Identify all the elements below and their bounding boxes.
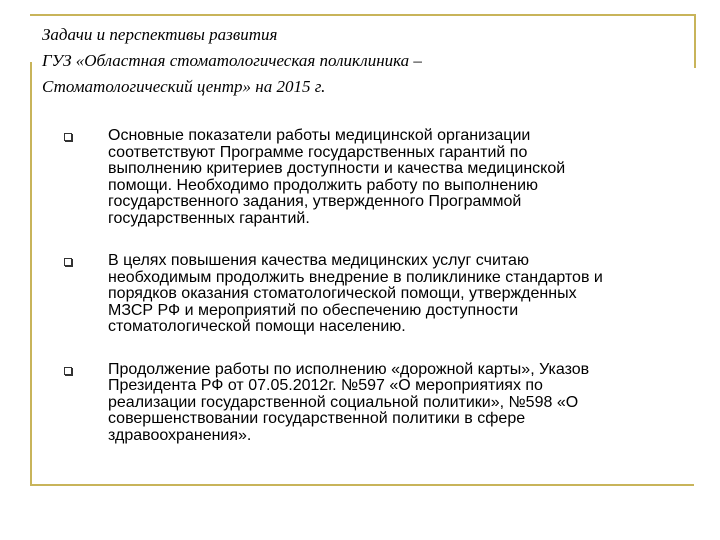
bullet-line: здравоохранения». xyxy=(108,426,252,444)
frame-bottom-line xyxy=(30,484,694,486)
bullet-line: стоматологической помощи населению. xyxy=(108,318,406,335)
bullet-line: реализации государственной социальной политики», №598 «О xyxy=(108,393,579,411)
bullet-line: порядков оказания стоматологической помощи, утвержденных xyxy=(108,285,577,302)
bullet-line: соответствуют Программе государственных гарантий по xyxy=(108,143,528,161)
checkbox-bullet-icon xyxy=(64,258,72,266)
bullet-line: Основные показатели работы медицинской организации xyxy=(108,127,531,144)
bullet-line: необходимым продолжить внедрение в поликлинике стандартов и xyxy=(108,268,603,286)
bullet-item-standards xyxy=(64,128,684,227)
frame-top-line xyxy=(30,14,696,16)
bullet-line: государственных гарантий. xyxy=(108,209,310,227)
title-line: Стоматологический центр» на 2015 г. xyxy=(42,77,326,96)
checkbox-bullet-icon xyxy=(64,133,72,141)
bullet-text xyxy=(108,128,684,227)
bullet-list xyxy=(64,128,684,470)
bullet-item-quality xyxy=(64,253,684,336)
frame-left-line xyxy=(30,62,32,486)
bullet-text xyxy=(108,253,684,336)
title-line: Задачи и перспективы развития xyxy=(42,25,278,44)
bullet-text xyxy=(108,362,684,445)
bullet-line: Продолжение работы по исполнению «дорожной карты», Указов xyxy=(108,360,590,378)
bullet-line: МЗСР РФ и мероприятий по обеспечению доступности xyxy=(108,301,519,319)
slide-title xyxy=(42,22,662,100)
bullet-line: выполнению критериев доступности и качества медицинской xyxy=(108,160,566,177)
checkbox-bullet-icon xyxy=(64,367,72,375)
bullet-line: Президента РФ от 07.05.2012г. №597 «О мероприятиях по xyxy=(108,377,543,394)
bullet-line: государственного задания, утвержденного Программой xyxy=(108,193,522,210)
bullet-line: совершенствовании государственной политики в сфере xyxy=(108,410,526,427)
title-line: ГУЗ «Областная стоматологическая поликлиника – xyxy=(42,51,422,70)
bullet-item-roadmap xyxy=(64,362,684,445)
bullet-line: помощи. Необходимо продолжить работу по выполнению xyxy=(108,176,539,194)
frame-right-line xyxy=(694,14,696,68)
bullet-line: В целях повышения качества медицинских услуг считаю xyxy=(108,252,529,269)
